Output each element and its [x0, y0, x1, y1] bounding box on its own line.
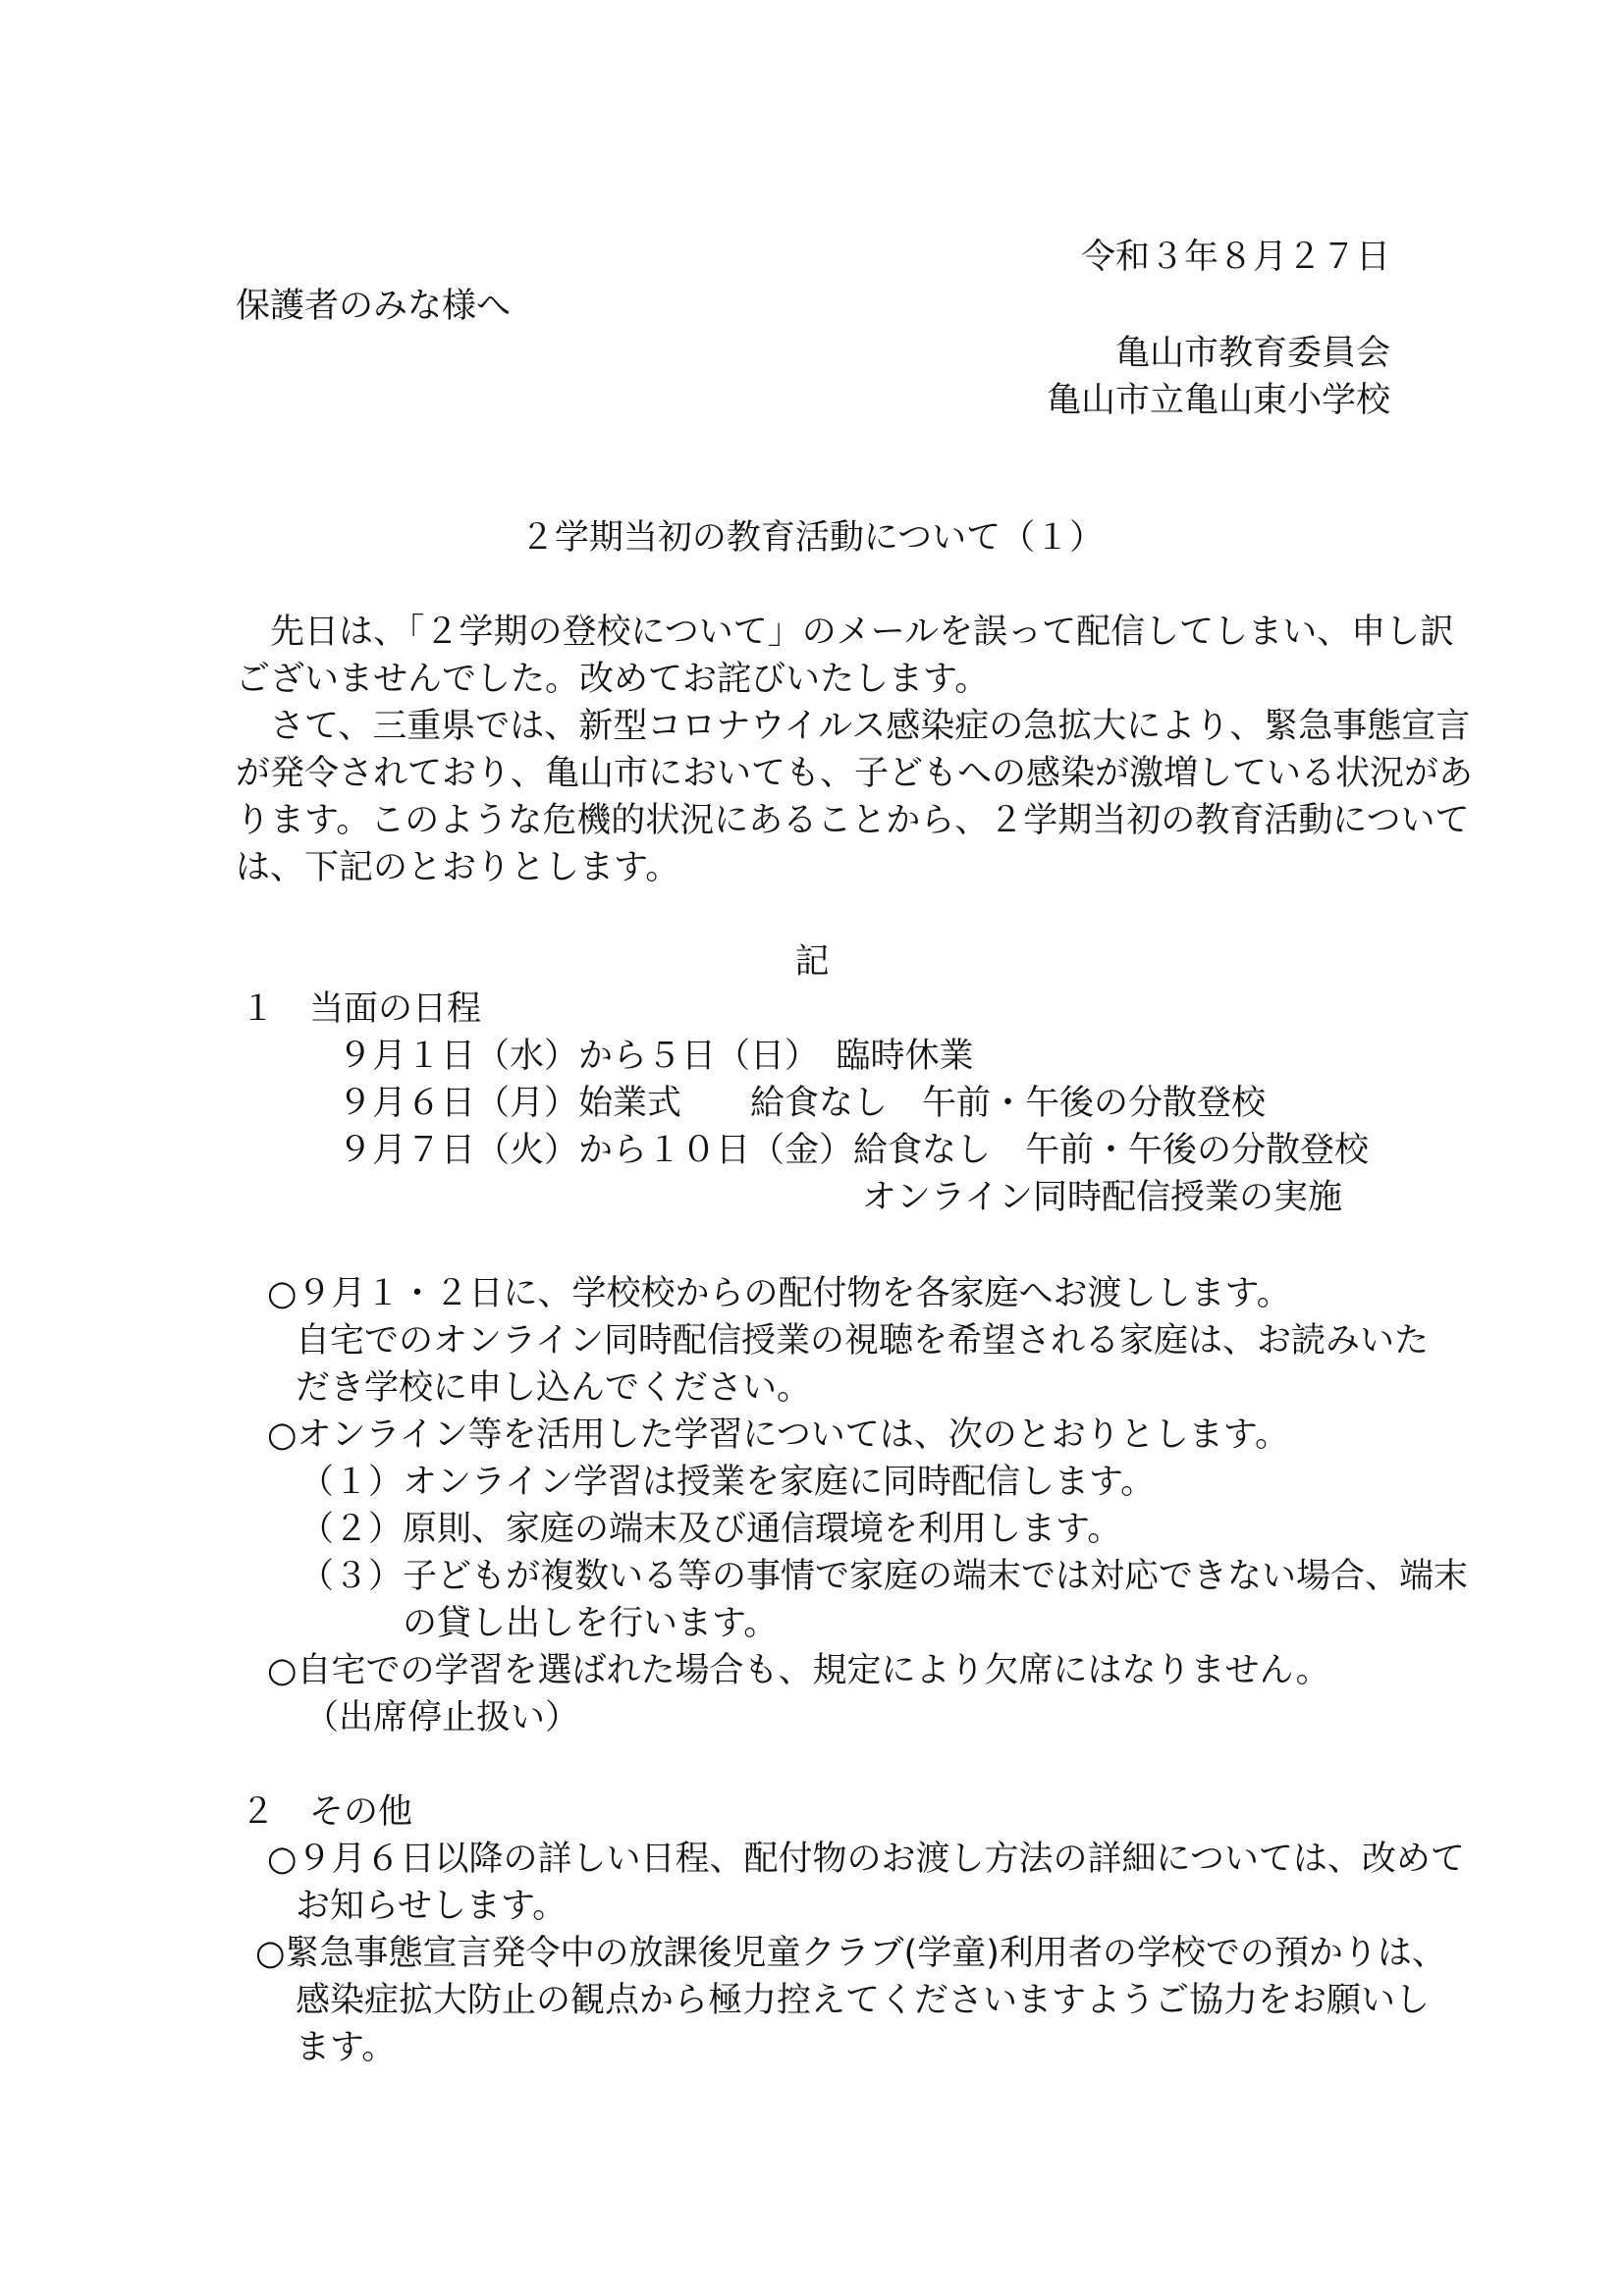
- section-1-heading: １ 当面の日程: [241, 989, 482, 1029]
- section-1-note-1-line-3: だき学校に申し込んでください。: [296, 1368, 812, 1408]
- intro-paragraph-2-line-4: は、下記のとおりとします。: [236, 848, 680, 887]
- section-1-note-3-line-1: ○自宅での学習を選ばれた場合も、規定により欠席にはなりません。: [267, 1651, 1330, 1690]
- schedule-row-1: ９月１日（水）から５日（日） 臨時休業: [338, 1037, 974, 1076]
- document-date: 令和３年８月２７日: [1080, 238, 1390, 277]
- section-1-note-1-line-1: ○９月１・２日に、学校校からの配付物を各家庭へお渡しします。: [267, 1274, 1291, 1313]
- section-1-sub-item-2: （２）原則、家庭の端末及び通信環境を利用します。: [299, 1510, 1122, 1549]
- section-2-note-2-line-3: ます。: [296, 2028, 397, 2067]
- ki-heading: 記: [794, 942, 830, 982]
- section-2-note-2-line-2: 感染症拡大防止の観点から極力控えてくださいますようご協力をお願いし: [296, 1981, 1431, 2020]
- section-2-note-1-line-1: ○９月６日以降の詳しい日程、配付物のお渡し方法の詳細については、改めて: [267, 1840, 1465, 1879]
- section-1-note-2: ○オンライン等を活用した学習については、次のとおりとします。: [267, 1415, 1289, 1455]
- schedule-row-3: ９月７日（火）から１０日（金）給食なし 午前・午後の分散登校: [338, 1131, 1370, 1170]
- section-1-sub-item-1: （１）オンライン学習は授業を家庭に同時配信します。: [299, 1463, 1156, 1502]
- schedule-row-3-continued: オンライン同時配信授業の実施: [862, 1178, 1342, 1217]
- sender-line-2: 亀山市立亀山東小学校: [1046, 381, 1390, 420]
- schedule-row-2: ９月６日（月）始業式 給食なし 午前・午後の分散登校: [338, 1084, 1267, 1123]
- intro-paragraph-2-line-1: さて、三重県では、新型コロナウイルス感染症の急拡大により、緊急事態宣言: [270, 707, 1471, 746]
- document-title: ２学期当初の教育活動について（１）: [519, 518, 1105, 558]
- section-1-note-1-line-2: 自宅でのオンライン同時配信授業の視聴を希望される家庭は、お読みいた: [296, 1321, 1429, 1361]
- section-1-sub-item-3-line-1: （３）子どもが複数いる等の事情で家庭の端末では対応できない場合、端末: [299, 1557, 1469, 1596]
- section-2-heading: ２ その他: [241, 1792, 413, 1832]
- section-1-sub-item-3-line-2: の貸し出しを行います。: [403, 1604, 779, 1643]
- addressee: 保護者のみな様へ: [236, 287, 512, 326]
- intro-paragraph-1-line-2: ございませんでした。改めてお詫びいたします。: [236, 660, 990, 699]
- intro-paragraph-2-line-2: が発令されており、亀山市においても、子どもへの感染が激増している状況があ: [236, 754, 1474, 793]
- section-1-note-3-line-2: （出席停止扱い）: [304, 1698, 580, 1737]
- section-2-note-1-line-2: お知らせします。: [296, 1887, 568, 1926]
- section-2-note-2-line-1: ○緊急事態宣言発令中の放課後児童クラブ(学童)利用者の学校での預かりは、: [255, 1934, 1446, 1973]
- sender-line-1: 亀山市教育委員会: [1114, 334, 1390, 373]
- intro-paragraph-1-line-1: 先日は、「２学期の登校について」のメールを誤って配信してしまい、申し訳: [270, 613, 1455, 652]
- intro-paragraph-2-line-3: ります。このような危機的状況にあることから、２学期当初の教育活動について: [236, 801, 1470, 840]
